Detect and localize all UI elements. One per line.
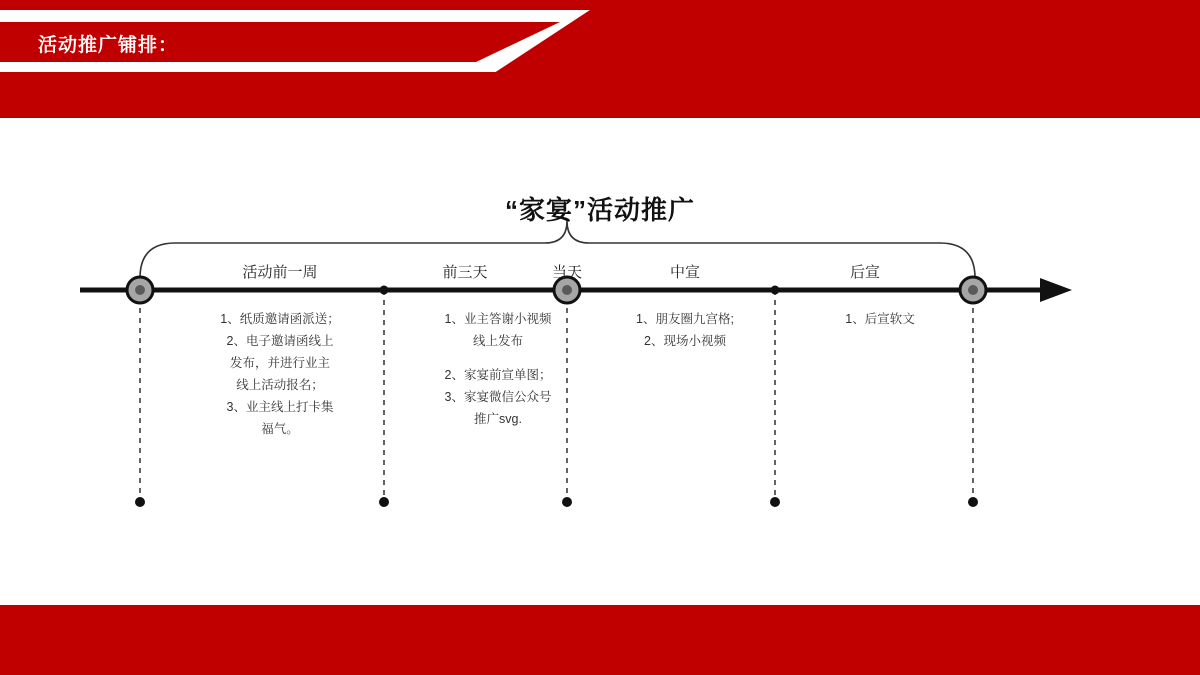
timeline-node-label-4: 中宣 xyxy=(669,264,700,281)
segment-1-line-3: 发布，并进行业主 xyxy=(229,356,330,370)
segment-2-line-2: 线上发布 xyxy=(472,334,523,348)
timeline-segment-1-body xyxy=(180,308,380,440)
timeline-segment-2-body xyxy=(398,308,598,430)
segment-3-line-2: 2、现场小视频 xyxy=(644,334,726,348)
timeline-node-label-2: 前三天 xyxy=(442,264,488,281)
timeline-node-label-5: 后宣 xyxy=(849,264,880,281)
segment-1-line-1: 1、纸质邀请函派送； xyxy=(220,312,340,326)
segment-1-line-2: 2、电子邀请函线上 xyxy=(226,334,334,348)
page-title: 活动推广铺排： xyxy=(38,35,179,56)
timeline-node-label-1: 活动前一周 xyxy=(242,264,318,281)
timeline-node-label-3: 当天 xyxy=(551,264,582,281)
timeline-segment-4-body xyxy=(790,308,970,330)
segment-2-line-4: 3、家宴微信公众号 xyxy=(444,390,552,404)
segment-3-line-1: 1、朋友圈九宫格; xyxy=(636,312,734,326)
timeline-segment-3-body xyxy=(595,308,775,352)
segment-2-spacer xyxy=(398,352,598,364)
segment-2-line-3: 2、家宴前宣单图； xyxy=(444,368,552,382)
diagram-title: “家宴”活动推广 xyxy=(504,195,695,225)
segment-4-line-1: 1、后宣软文 xyxy=(845,312,915,326)
bottom-accent-strip xyxy=(0,605,1200,675)
segment-1-line-5: 3、业主线上打卡集 xyxy=(226,400,334,414)
segment-1-line-4: 线上活动报名； xyxy=(236,378,324,392)
segment-2-line-5: 推广svg. xyxy=(474,412,522,426)
segment-2-line-1: 1、业主答谢小视频 xyxy=(444,312,552,326)
segment-1-line-6: 福气。 xyxy=(261,422,299,436)
content-panel xyxy=(0,118,1200,605)
